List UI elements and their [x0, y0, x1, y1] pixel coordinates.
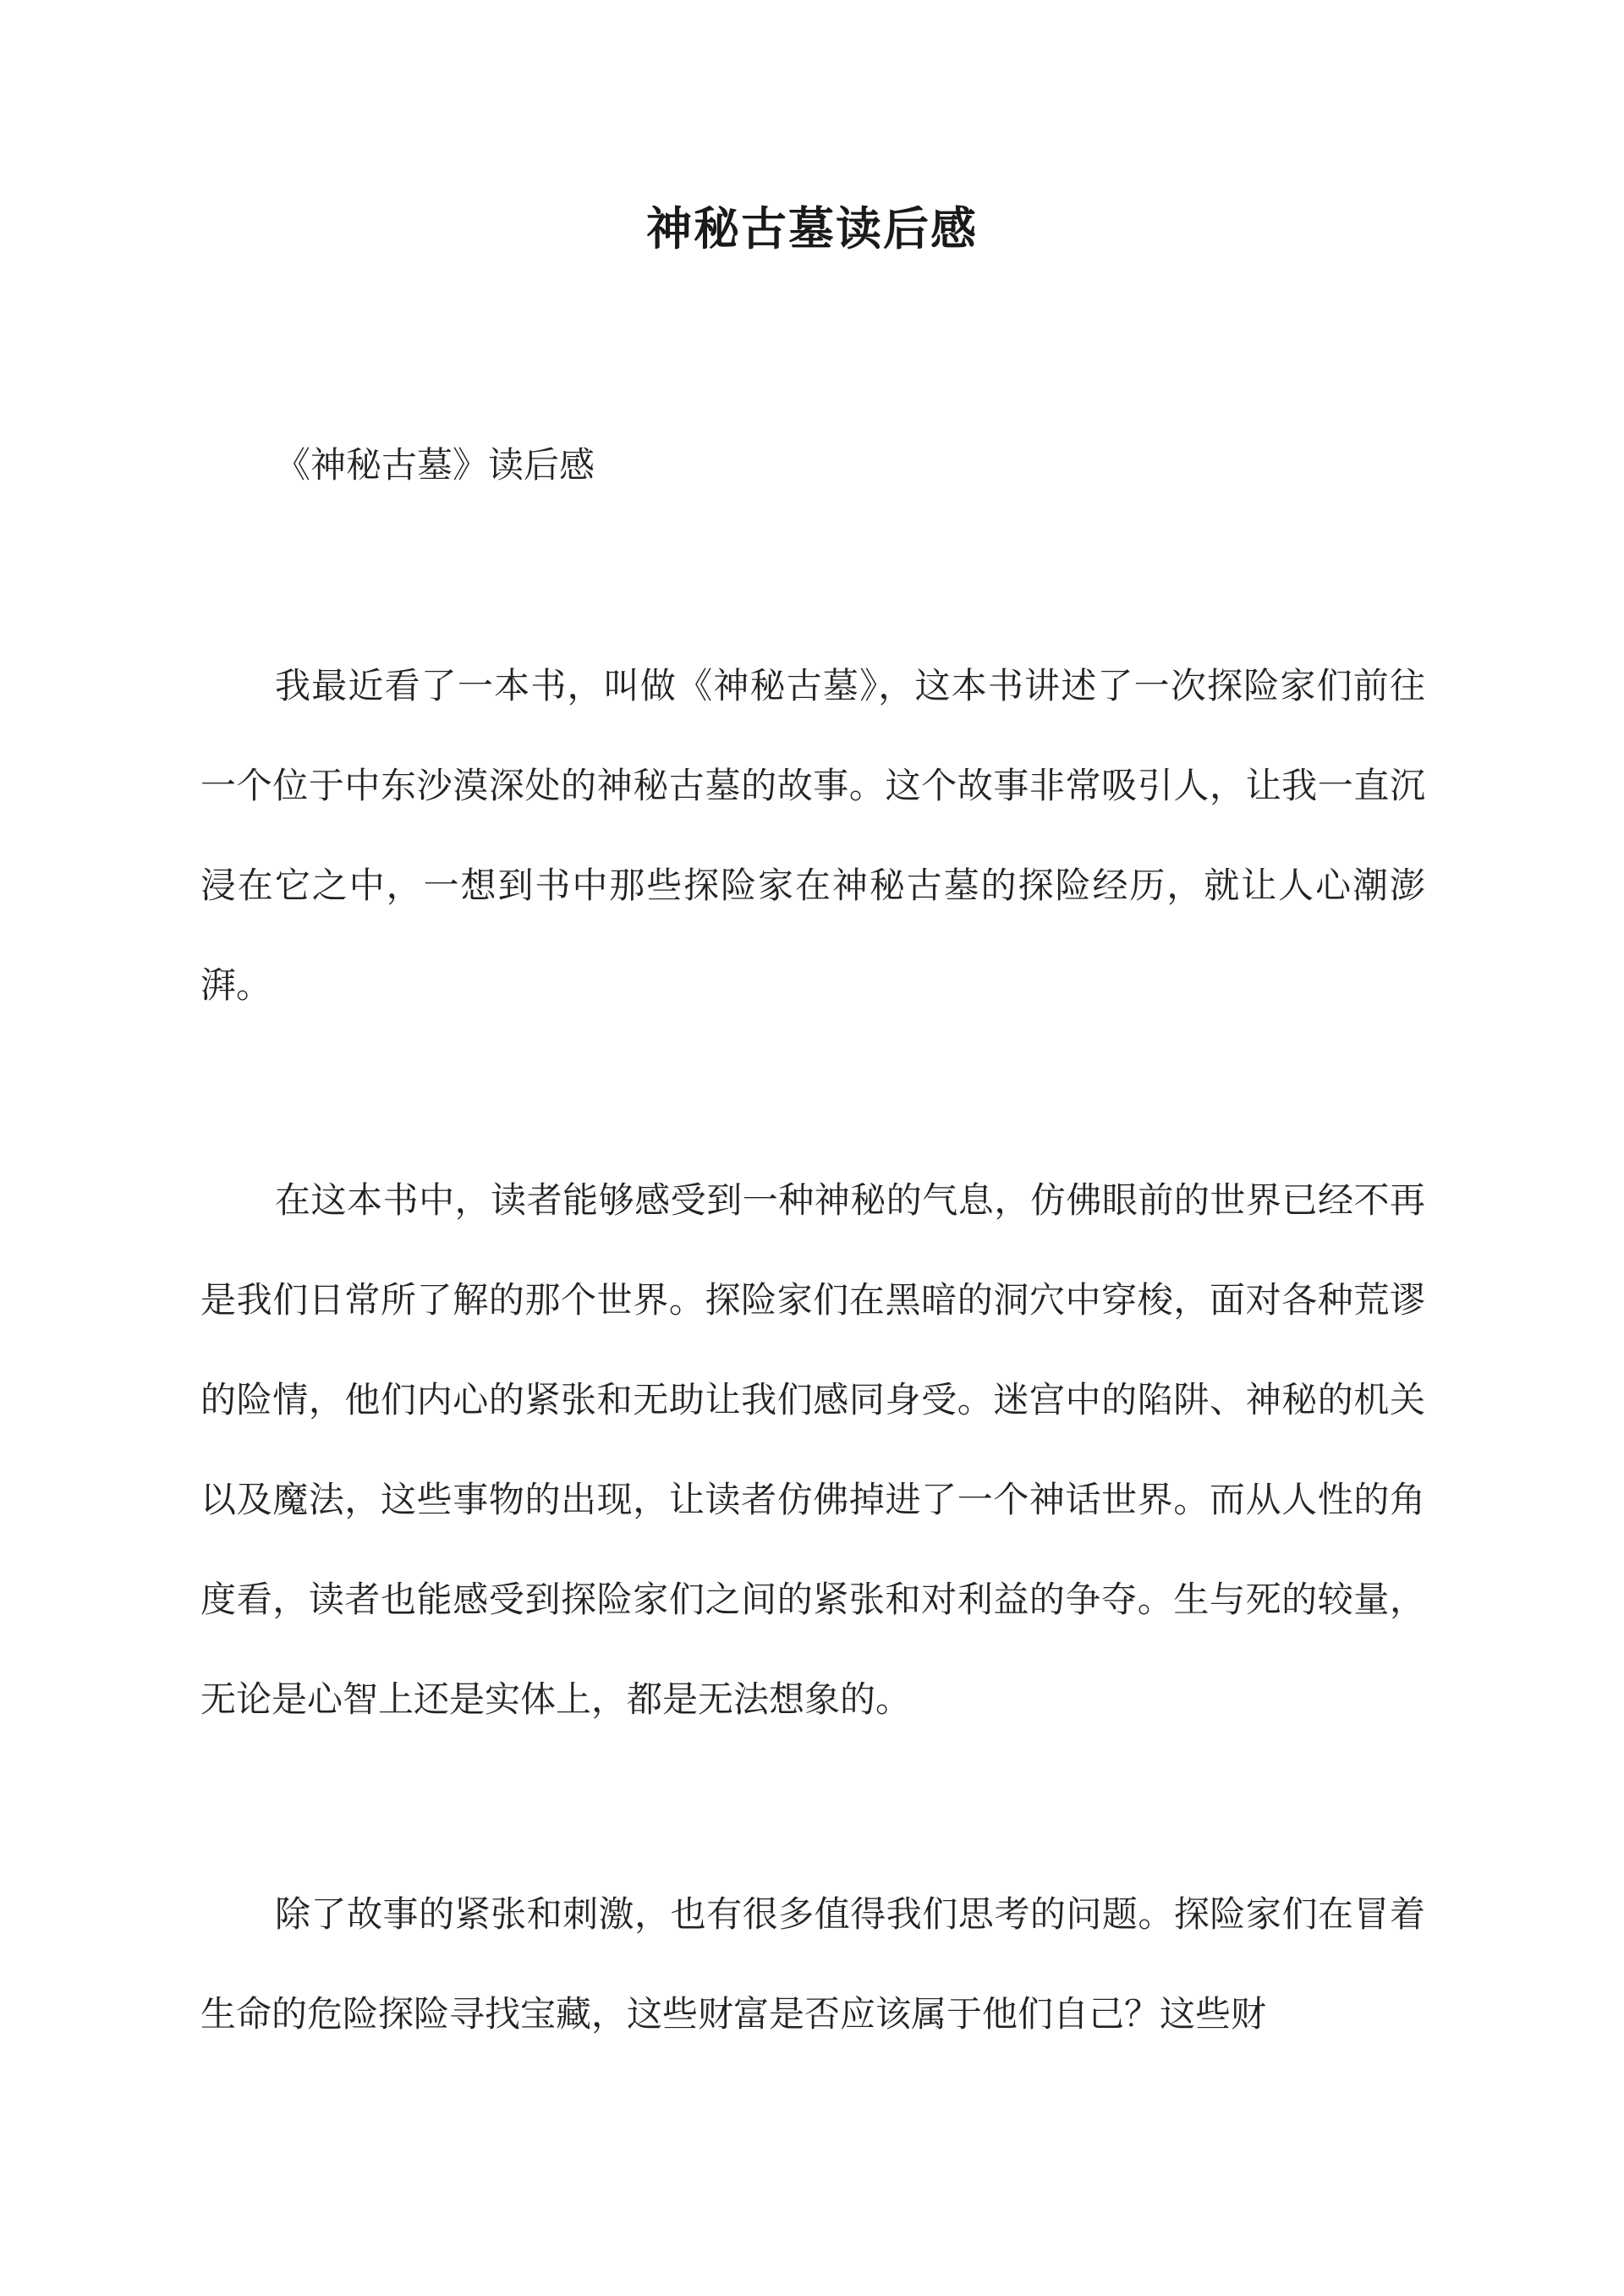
paragraph-1: 我最近看了一本书，叫做《神秘古墓》，这本书讲述了一次探险家们前往一个位于中东沙漠深处的神秘古墓的故事。这个故事非常吸引人，让我一直沉浸在它之中，一想到书中那些探险家在神秘古墓的探险经历，就让人心潮澎湃。 — [200, 665, 1425, 1006]
paragraph-2: 在这本书中，读者能够感受到一种神秘的气息，仿佛眼前的世界已经不再是我们日常所了解的那个世界。探险家们在黑暗的洞穴中穿梭，面对各种荒谬的险情，他们内心的紧张和无助让我们感同身受。迷宫中的陷阱、神秘的机关以及魔法，这些事物的出现，让读者仿佛掉进了一个神话世界。而从人性的角度看，读者也能感受到探险家们之间的紧张和对利益的争夺。生与死的较量，无论是心智上还是实体上，都是无法想象的。 — [200, 1179, 1425, 1720]
document-title: 神秘古墓读后感 — [646, 201, 978, 255]
paragraph-3: 除了故事的紧张和刺激，也有很多值得我们思考的问题。探险家们在冒着生命的危险探险寻找宝藏，这些财富是否应该属于他们自己？这些财 — [200, 1893, 1425, 2035]
document-subtitle: 《神秘古墓》读后感 — [275, 444, 595, 486]
